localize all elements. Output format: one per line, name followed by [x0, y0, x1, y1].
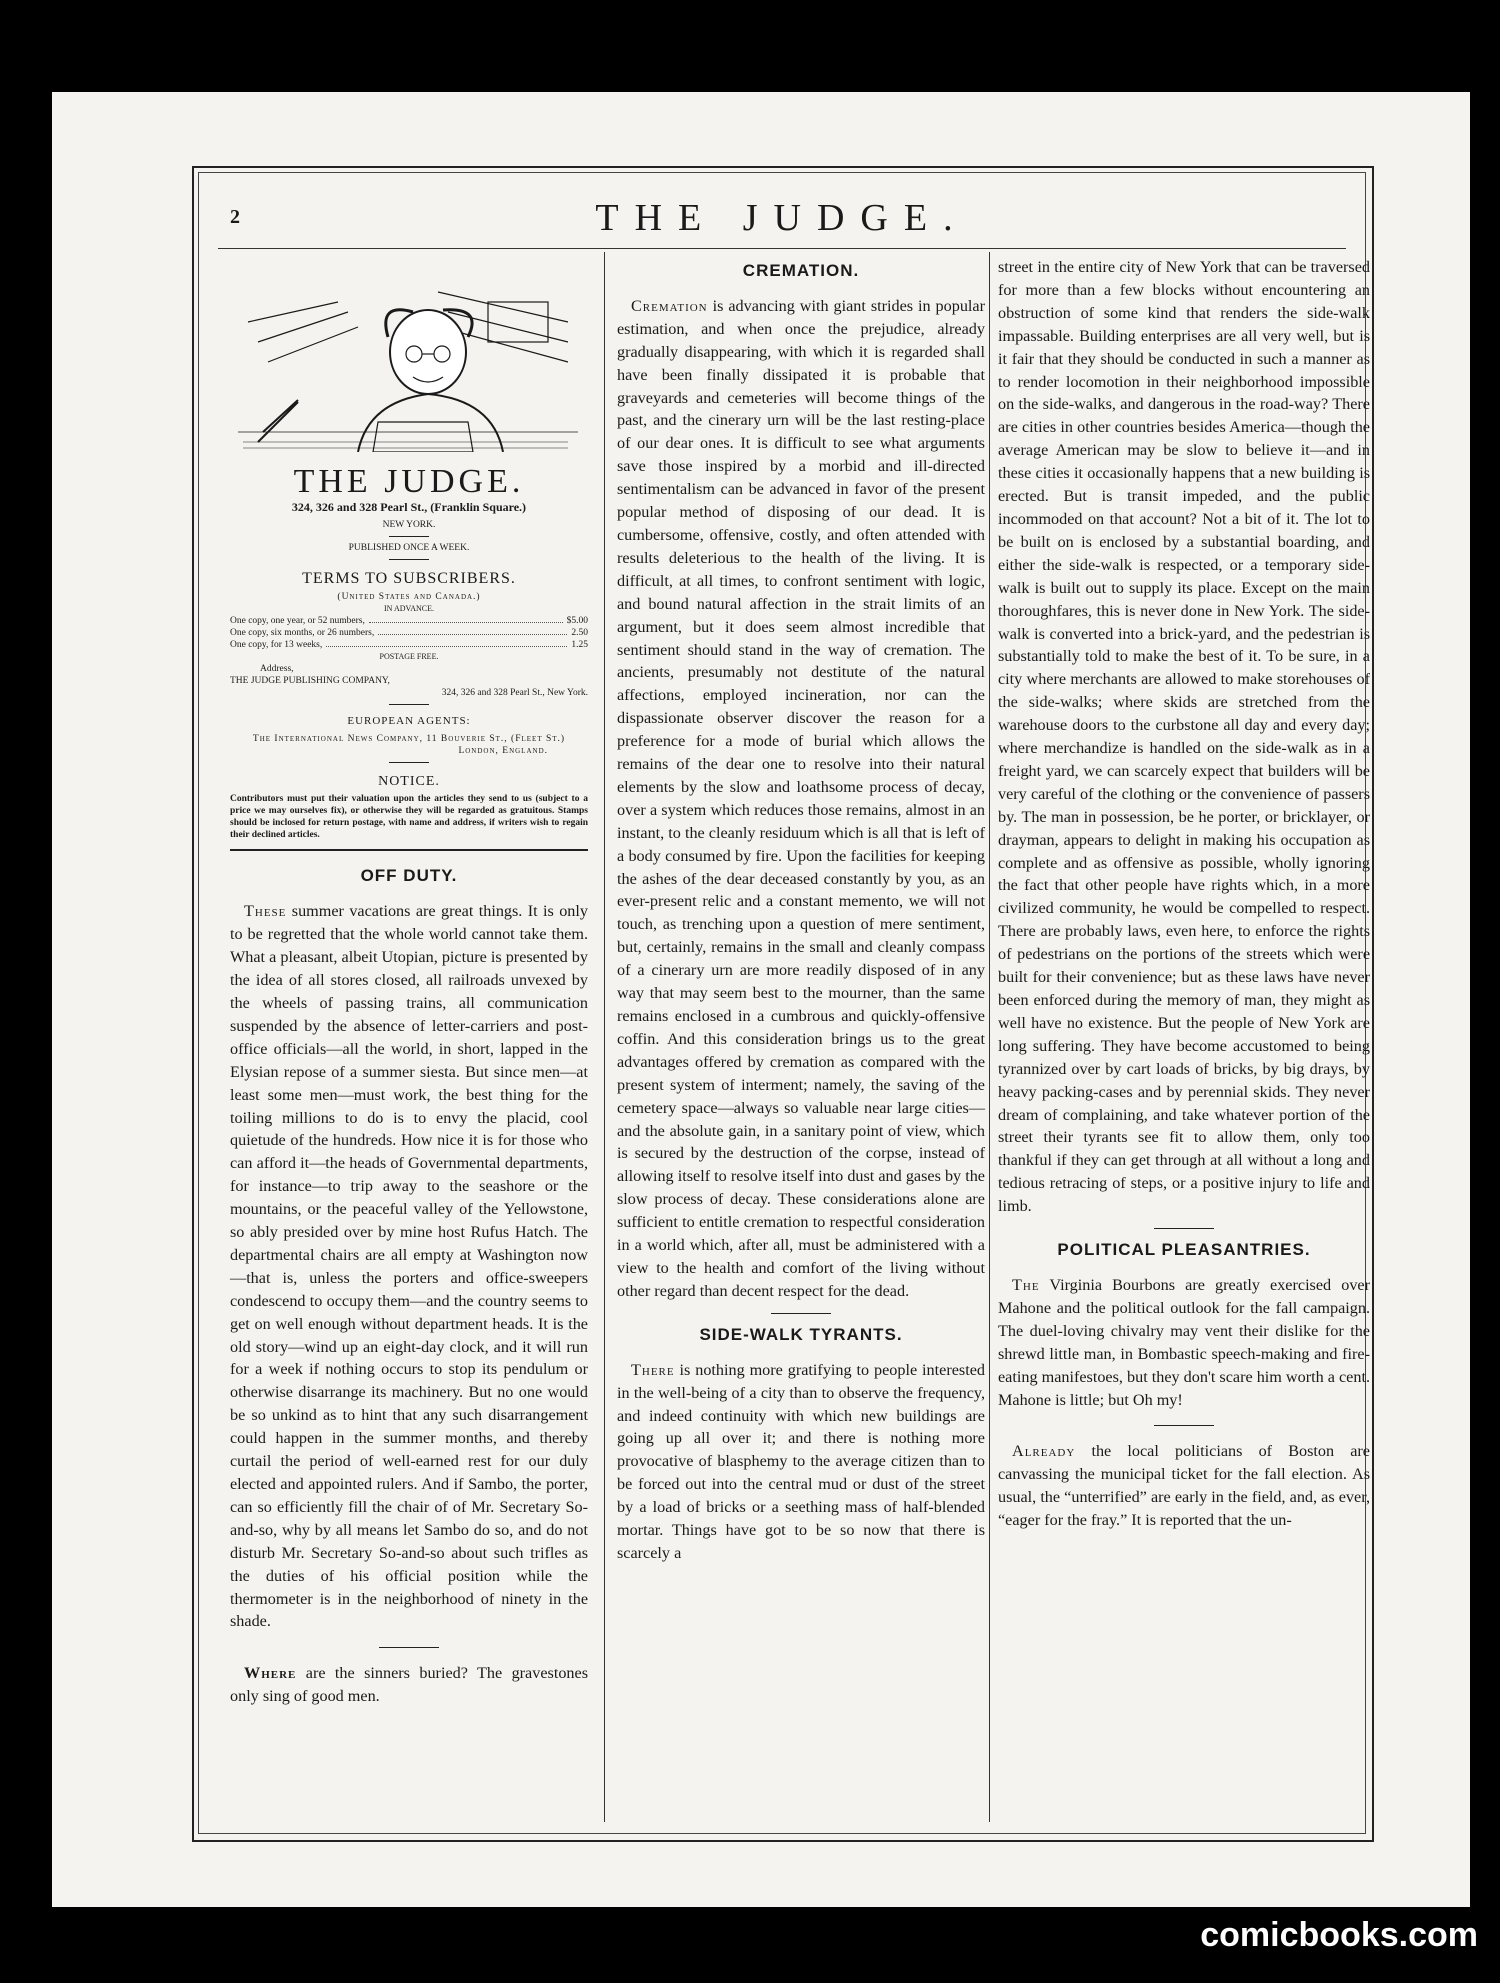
terms-advance: IN ADVANCE.	[383, 603, 435, 613]
article-heading: CREMATION.	[742, 261, 860, 280]
notice-heading: NOTICE.	[378, 773, 440, 789]
separator	[389, 762, 429, 763]
agents-line: London, England.	[458, 745, 548, 756]
article-paragraph: There is nothing more gratifying to people interested in the well-being of a city than to observe the frequency, and indeed continuity with which new buildings are going up all over it; and there is nothing more provocative of blasphemy to the average citizen than to be forced out into the central mud or dust of the street by a load of bricks or a seething mass of half-blended mortar. Things have got to be so now that there is scarcely a	[617, 1360, 985, 1562]
notice-text: Contributors must put their valuation upon the articles they send to us (subject to a price we may ourselves fix), or otherwise they will be regarded as gratuitous. Stamps should be inclosed for return postage, with name and address, if writers wish to regain their declined articles.	[230, 794, 588, 841]
publisher-address: 324, 326 and 328 Pearl St., (Franklin Square.)	[291, 499, 527, 514]
publisher-title: THE JUDGE.	[293, 462, 525, 500]
column-1	[230, 282, 588, 1708]
terms-region: (United States and Canada.)	[337, 591, 481, 602]
article-paragraph: street in the entire city of New York that can be traversed for more than a few blocks without encountering an obstruction of some kind that renders the side-walk impassable. Building enterprises are all very well, but is it fair that they should be conducted in such a manner as to render locomotion in their neighborhood impossible on the side-walks, and dangerous in the road-way? There are cities in other countries besides America—though the average American may be slow to believe it—and in these cities it occasionally happens that a new building is erected. But is transit impeded, and the public incommoded on that account? Not a bit of it. The lot to be built on is enclosed by a substantial boarding, and either the side-walk is respected, or a temporary side-walk is built out to supply its place. Except on the main thoroughfares, this is never done in New York. The side-walk is converted into a brick-yard, and the pedestrian is substantially told to make the best of it. To be sure, in a city where merchants are allowed to make storehouses of the side-walks; where skids are stretched from the warehouse doors to the curbstone all day and every day; where merchandize is handled on the side-walk as in a freight yard, we can scarcely expect that builders will be very careful of the clothing or the convenience of passers by. The man in possession, be he porter, or bricklayer, or drayman, appears to delight in making his occupation as complete and as offensive as possible, wholly ignoring the fact that other people have rights which, in a more civilized community, he would be compelled to respect. There are probably laws, even here, to enforce the rights of pedestrians on the portions of the streets which were built for their convenience; but as these laws have never been enforced during the memory of man, they might as well have no existence. But the people of New York are long suffering. They have become accustomed to being tyrannized over by cart loads of bricks, by big drays, by heavy packing-cases and by perennial skids. They never dream of complaining, and take whatever portion of the street their tyrants see fit to allow them, only too thankful if they can get through at all without a long and tedious retracing of steps, or a positive injury to life and limb.	[998, 258, 1370, 1216]
article-paragraph: These summer vacations are great things. It is only to be regretted that the whole world cannot take them. What a pleasant, albeit Utopian, picture is presented by the idea of all stores closed, all railroads unvexed by the wheels of passing trains, all communication suspended by the absence of letter-carriers and post-office officials—all the world, in short, lapped in the Elysian repose of a summer siesta. But since men—at least some men—must work, the best thing for the toiling millions to do is to envy the placid, cool quietude of the hundreds. How nice it is for those who can afford it—the heads of Governmental departments, for instance—to trip away to the seashore or the mountains, or the peaceful valley of the Yellowstone, so ably presided over by mine host Rufus Hatch. The departmental chairs are all empty at Washington now—that is, unless the porters and office-sweepers condescend to occupy them—and the country seems to get on well enough without department heads. It is the old story—wind up an eight-day clock, and it will run for a week if nothing occurs to stop its pendulum or otherwise disarrange its machinery. But no one would be so unkind as to hint that any such disarrangement could happen in the summer months, and thereby curtail the period of well-earned rest for our duly elected and appointed rulers. And if Sambo, the porter, can so efficiently fill the chair of of Mr. Secretary So-and-so, why by all means let Sambo do so, and do not disturb Mr. Secretary So-and-so about such trifles as the duties of his official position while the thermometer is in the neighborhood of ninety in the shade.	[230, 902, 588, 1631]
separator	[379, 1647, 439, 1648]
column-3	[998, 256, 1370, 1532]
company-address: 324, 326 and 328 Pearl St., New York.	[441, 687, 588, 698]
address-label: Address,	[260, 663, 294, 674]
separator	[389, 559, 429, 560]
article-paragraph: Cremation is advancing with giant strides in popular estimation, and when once the prejudice, already gradually disappearing, with which it is regarded shall have been finally dissipated it is probable that graveyards and cemeteries will become things of the past, and the cinerary urn will be the last resting-place of our dear ones. It is difficult to see what arguments save those inspired by a morbid and ill-directed sentimentalism can be advanced in favor of the present popular method of disposing of our dead. It is cumbersome, offensive, costly, and often attended with results deleterious to the health of the living. It is difficult, at all times, to confront sentiment with logic, and bound natural affection in the strait limits of an argument, but it does seem almost incredible that sentiment should stand in the way of cremation. The ancients, presumably not destitute of the natural affections, employed incineration, nor can the dispassionate observer discover the reason for a preference for a mode of burial which allows the remains of the dear one to resolve into their natural elements by the slow and loathsome process of decay, over a system which reduces those remains, almost in an instant, to the cleanly residuum which is all that is left of a body consumed by fire. Upon the facilities for keeping the ashes of the dear deceased constantly by you, as an ever-present relic and a constant memento, we will not touch, as trenching upon a question of mere sentiment, but, certainly, remains in the small and cleanly compass of a cinerary urn are more readily disposed of in any way that may seem best to the mourner, than the same remains enclosed in a cumbrous and quickly-offensive coffin. And this consideration brings us to the great advantages offered by cremation as compared with the present system of interment; namely, the saving of the cemetery space—always so valuable near large cities—and the absolute gain, in a sanitary point of view, which is secured by the destruction of the corpse, instead of allowing itself to resolve itself into dust and gases by the slow process of decay. These considerations alone are sufficient to entitle cremation to respectful consideration in a world which, after all, must be administered with a view to the health and comfort of the living without other regard than decent respect for the dead.	[617, 296, 985, 1300]
rate-row: One copy, for 13 weeks, 1.25	[230, 639, 588, 650]
masthead-rule	[218, 248, 1346, 249]
page-number: 2	[230, 206, 240, 228]
column-rule	[989, 252, 990, 1822]
article-heading: OFF DUTY.	[360, 866, 458, 886]
company-name: THE JUDGE PUBLISHING COMPANY,	[230, 675, 390, 686]
agents-heading: EUROPEAN AGENTS:	[347, 714, 471, 727]
column-rule	[604, 252, 605, 1822]
article-paragraph: The Virginia Bourbons are greatly exercised over Mahone and the political outlook for the fall campaign. The duel-loving chivalry may vent their dislike for the shrewd little man, in Bombastic speech-making and fire-eating manifestoes, but they don't scare him worth a cent. Mahone is little; but Oh my!	[998, 1275, 1370, 1409]
separator	[1154, 1228, 1214, 1229]
watermark: comicbooks.com	[1200, 1916, 1478, 1954]
article-paragraph: Where are the sinners buried? The gravestones only sing of good men.	[230, 1664, 588, 1706]
postage-note: POSTAGE FREE.	[379, 651, 439, 661]
article-paragraph: Already the local politicians of Boston are canvassing the municipal ticket for the fall election. As usual, the “unterrified” are early in the field, and, as ever, “eager for the fray.” It is reported that the un-	[998, 1442, 1370, 1530]
rate-row: One copy, one year, or 52 numbers, $5.00	[230, 615, 588, 626]
separator	[1154, 1425, 1214, 1426]
terms-heading: TERMS TO SUBSCRIBERS.	[302, 569, 516, 587]
rate-row: One copy, six months, or 26 numbers, 2.50	[230, 627, 588, 638]
publication-frequency: PUBLISHED ONCE A WEEK.	[348, 542, 470, 553]
publisher-city: NEW YORK.	[382, 519, 436, 530]
separator	[389, 536, 429, 537]
article-heading: POLITICAL PLEASANTRIES.	[1057, 1240, 1311, 1260]
judge-illustration	[238, 282, 578, 452]
masthead: THE JUDGE.	[595, 197, 969, 239]
agents-line: The International News Company, 11 Bouverie St., (Fleet St.)	[252, 733, 566, 744]
separator	[389, 704, 429, 705]
column-2	[617, 256, 985, 1565]
section-rule	[230, 849, 588, 851]
separator	[771, 1313, 831, 1314]
article-heading: SIDE-WALK TYRANTS.	[699, 1324, 903, 1344]
